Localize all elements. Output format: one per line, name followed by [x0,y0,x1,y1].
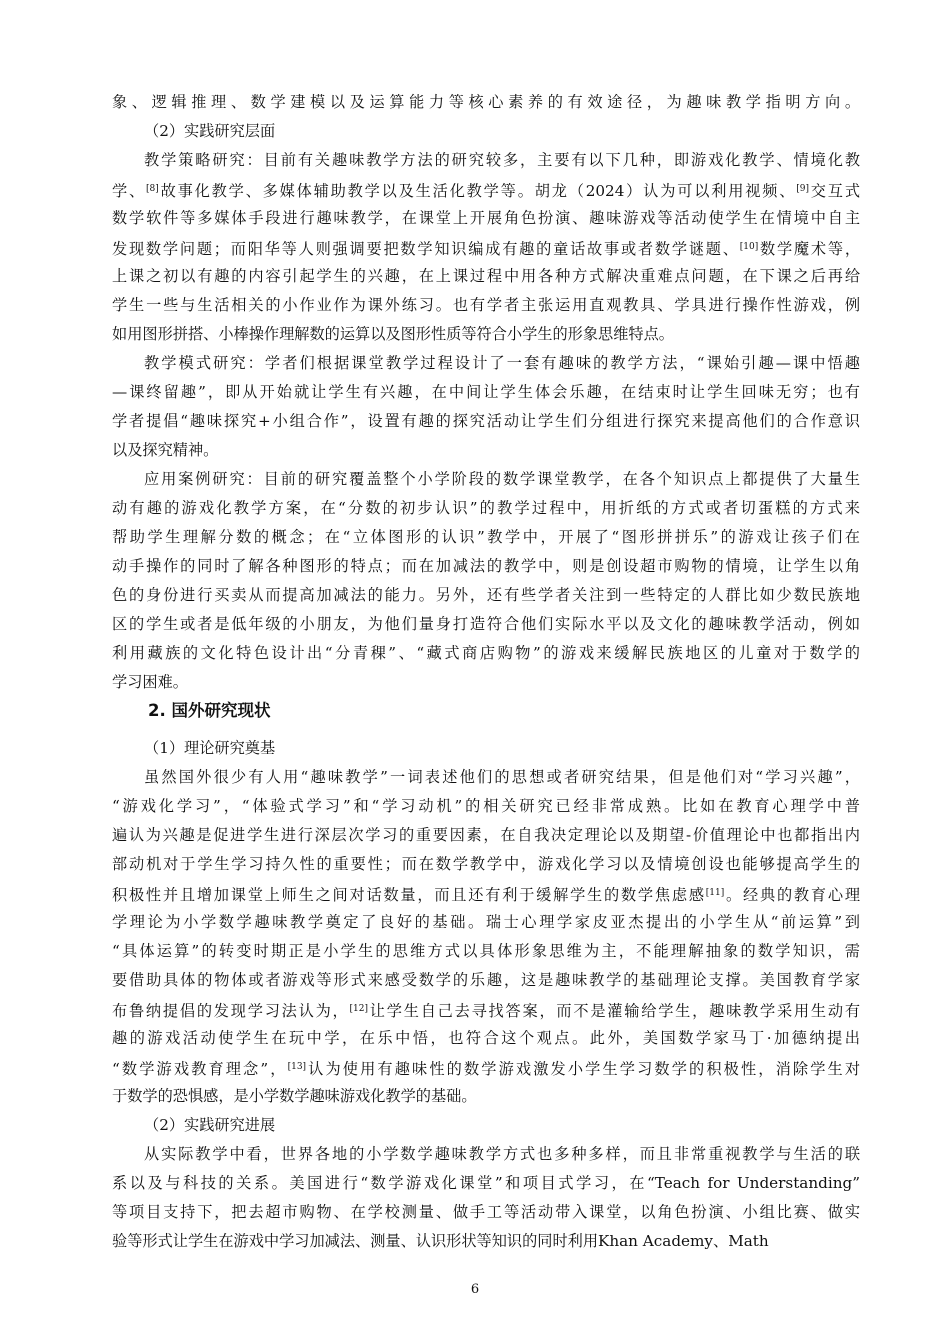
paragraph-line: “游戏化学习”，“体验式学习”和“学习动机”的相关研究已经非常成熟。比如在教育心理学中普 [112,797,860,815]
paragraph-line: 发现数学问题；而阳华等人则强调要把数学知识编成有趣的童话故事或者数学谜题、[10]数学魔术等， [112,240,861,258]
paragraph-line: 趣的游戏活动使学生在玩中学，在乐中悟，也符合这个观点。此外，美国数学家马丁·加德纳提出 [112,1029,860,1047]
paragraph-line: 教学策略研究：目前有关趣味教学方法的研究较多，主要有以下几种，即游戏化教学、情境化教 [144,151,860,169]
citation-ref: [8] [146,184,159,194]
paragraph-line: 部动机对于学生学习持久性的重要性；而在数学教学中，游戏化学习以及情境创设也能够提高学生的 [112,855,860,873]
page-number: 6 [470,1282,480,1297]
paragraph-line: 学者提倡“趣味探究+小组合作”，设置有趣的探究活动让学生们分组进行探究来提高他们的合作意识 [112,412,860,430]
paragraph-line: 学生一些与生活相关的小作业作为课外练习。也有学者主张运用直观教具、学具进行操作性游戏，例 [112,296,860,314]
paragraph-line: 应用案例研究：目前的研究覆盖整个小学阶段的数学课堂教学，在各个知识点上都提供了大量生 [144,470,860,488]
paragraph-line: 验等形式让学生在游戏中学习加减法、测量、认识形状等知识的同时利用Khan Academy、Math [112,1232,769,1250]
paragraph-line: 要借助具体的物体或者游戏等形式来感受数学的乐趣，这是趣味教学的基础理论支撑。美国教育学家 [112,971,860,989]
paragraph-line: 色的身份进行买卖从而提高加减法的能力。另外，还有些学者关注到一些特定的人群比如少数民族地 [112,586,860,604]
paragraph-line: 学、[8]故事化教学、多媒体辅助教学以及生活化教学等。胡龙（2024）认为可以利用视频、[9]交互式 [112,182,861,200]
citation-ref: [13] [287,1062,307,1072]
paragraph-line: —课终留趣”，即从开始就让学生有兴趣，在中间让学生体会乐趣，在结束时让学生回味无穷；也有 [112,383,860,401]
paragraph-line: 于数学的恐惧感，是小学数学趣味游戏化教学的基础。 [112,1087,477,1105]
paragraph-line: 区的学生或者是低年级的小朋友，为他们量身打造符合他们实际水平以及文化的趣味教学活动，例如 [112,615,860,633]
paragraph-line: 利用藏族的文化特色设计出“分青稞”、“藏式商店购物”的游戏来缓解民族地区的儿童对于数学的 [112,644,860,662]
paragraph-line: 从实际教学中看，世界各地的小学数学趣味教学方式也多种多样，而且非常重视教学与生活的联 [144,1145,860,1163]
paragraph-line: 如用图形拼搭、小棒操作理解数的运算以及图形性质等符合小学生的形象思维特点。 [112,325,674,343]
paragraph-line: 积极性并且增加课堂上师生之间对话数量，而且还有利于缓解学生的数学焦虑感[11]。经典的教育心理 [112,886,861,904]
citation-ref: [9] [796,184,809,194]
paragraph-line: 虽然国外很少有人用“趣味教学”一词表述他们的思想或者研究结果，但是他们对“学习兴趣”， [144,768,860,786]
paragraph-line: 等项目支持下，把去超市购物、在学校测量、做手工等活动带入课堂，以角色扮演、小组比赛、做实 [112,1203,860,1221]
subsection-heading: （2）实践研究层面 [144,122,276,140]
paragraph-line: 数学软件等多媒体手段进行趣味教学，在课堂上开展角色扮演、趣味游戏等活动使学生在情境中自主 [112,209,860,227]
citation-ref: [12] [349,1004,369,1014]
paragraph-line: 帮助学生理解分数的概念；在“立体图形的认识”教学中，开展了“图形拼拼乐”的游戏让孩子们在 [112,528,860,546]
paragraph-line: 学习困难。 [112,673,188,691]
paragraph-line: 教学模式研究：学者们根据课堂教学过程设计了一套有趣味的教学方法，“课始引趣—课中悟趣 [144,354,860,372]
paragraph-line: 上课之初以有趣的内容引起学生的兴趣，在上课过程中用各种方式解决重难点问题，在下课之后再给 [112,267,860,285]
paragraph-line: “具体运算”的转变时期正是小学生的思维方式以具体形象思维为主，不能理解抽象的数学知识，需 [112,942,860,960]
paragraph-line: “数学游戏教育理念”，[13]认为使用有趣味性的数学游戏激发小学生学习数学的积极性，消除学生对 [112,1060,861,1078]
paragraph-line: 象、逻辑推理、数学建模以及运算能力等核心素养的有效途径，为趣味教学指明方向。 [112,93,860,111]
paragraph-line: 系以及与科技的关系。美国进行“数学游戏化课堂”和项目式学习，在“Teach for Understanding” [112,1174,860,1192]
citation-ref: [11] [705,888,725,898]
paragraph-line: 以及探究精神。 [112,441,219,459]
citation-ref: [10] [739,242,759,252]
paragraph-line: 动有趣的游戏化教学方案，在“分数的初步认识”的教学过程中，用折纸的方式或者切蛋糕的方式来 [112,499,860,517]
paragraph-line: 布鲁纳提倡的发现学习法认为，[12]让学生自己去寻找答案，而不是灌输给学生，趣味教学采用生动有 [112,1002,861,1020]
paragraph-line: 学理论为小学数学趣味教学奠定了良好的基础。瑞士心理学家皮亚杰提出的小学生从“前运算”到 [112,913,860,931]
paragraph-line: 遍认为兴趣是促进学生进行深层次学习的重要因素，在自我决定理论以及期望-价值理论中也都指出内 [112,826,860,844]
section-heading: 2. 国外研究现状 [148,701,271,720]
paragraph-line: 动手操作的同时了解各种图形的特点；而在加减法的教学中，则是创设超市购物的情境，让学生以角 [112,557,860,575]
subsection-heading: （2）实践研究进展 [144,1116,276,1134]
subsection-heading: （1）理论研究奠基 [144,739,276,757]
